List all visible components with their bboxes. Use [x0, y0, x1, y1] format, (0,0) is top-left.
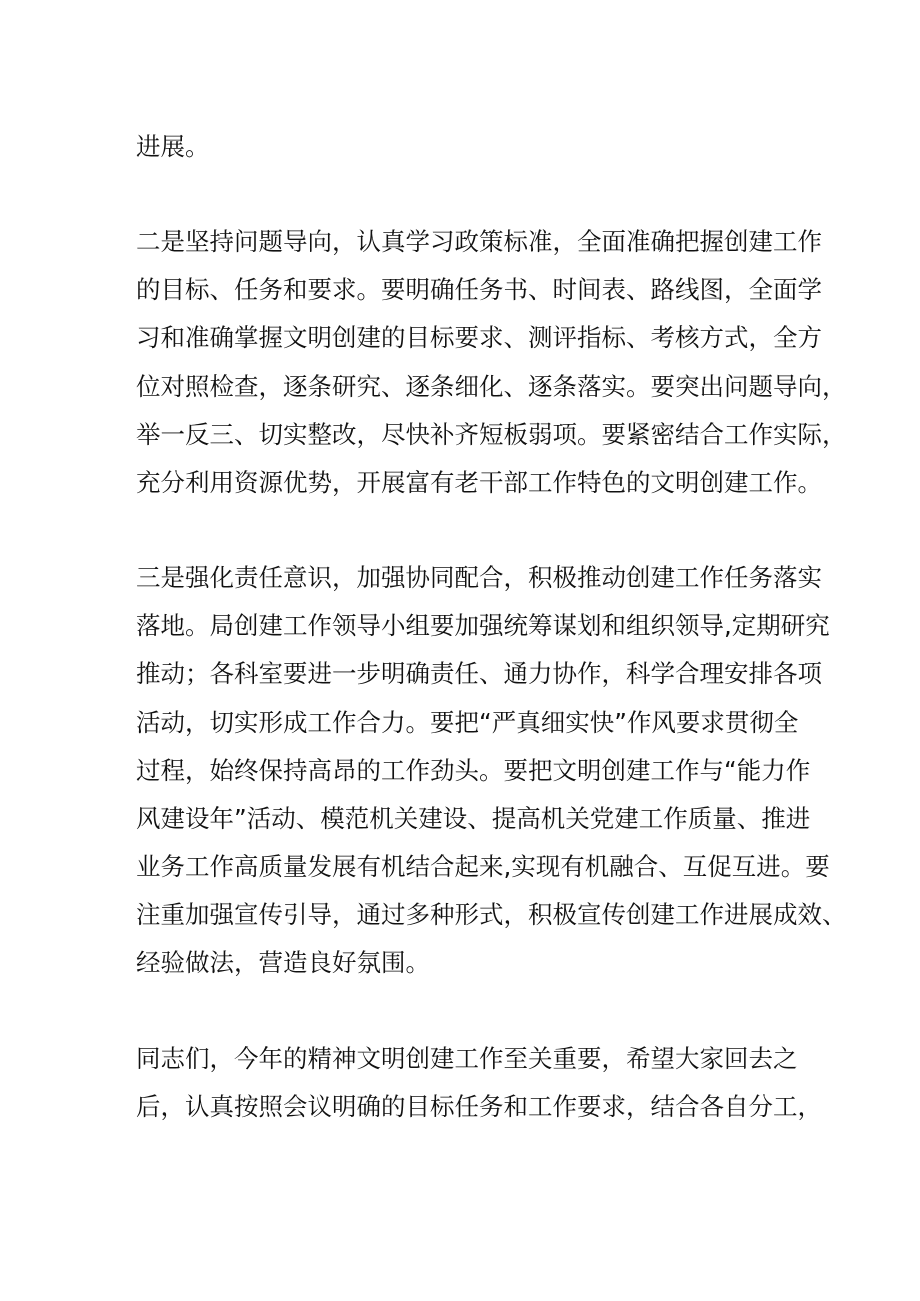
paragraph-3-line-9: 经验做法，营造良好氛围。 [136, 948, 430, 977]
paragraph-3-line-2: 落地。局创建工作领导小组要加强统筹谋划和组织领导,定期研究 [136, 611, 830, 640]
paragraph-4-line-2: 后，认真按照会议明确的目标任务和工作要求，结合各自分工， [136, 1092, 822, 1121]
paragraph-2-line-5: 举一反三、切实整改，尽快补齐短板弱项。要紧密结合工作实际， [136, 420, 847, 449]
paragraph-3-line-3: 推动；各科室要进一步明确责任、通力协作，科学合理安排各项 [136, 659, 822, 688]
paragraph-3-line-4: 活动，切实形成工作合力。要把“严真细实快”作风要求贯彻全 [136, 708, 799, 737]
paragraph-3-line-1: 三是强化责任意识，加强协同配合，积极推动创建工作任务落实 [136, 563, 822, 592]
paragraph-2-line-6: 充分利用资源优势，开展富有老干部工作特色的文明创建工作。 [136, 468, 822, 497]
paragraph-3-line-5: 过程，始终保持高昂的工作劲头。要把文明创建工作与“能力作 [136, 756, 811, 785]
paragraph-3-line-6: 风建设年”活动、模范机关建设、提高机关党建工作质量、推进 [136, 804, 811, 833]
paragraph-2-line-1: 二是坚持问题导向，认真学习政策标准，全面准确把握创建工作 [136, 227, 822, 256]
paragraph-1-line-1: 进展。 [136, 132, 210, 161]
paragraph-4-line-1: 同志们，今年的精神文明创建工作至关重要，希望大家回去之 [136, 1044, 798, 1073]
paragraph-2-line-3: 习和准确掌握文明创建的目标要求、测评指标、考核方式，全方 [136, 323, 822, 352]
paragraph-3-line-8: 注重加强宣传引导，通过多种形式，积极宣传创建工作进展成效、 [136, 900, 847, 929]
paragraph-2-line-4: 位对照检查，逐条研究、逐条细化、逐条落实。要突出问题导向， [136, 372, 847, 401]
paragraph-3-line-7: 业务工作高质量发展有机结合起来,实现有机融合、互促互进。要 [136, 852, 830, 881]
paragraph-2-line-2: 的目标、任务和要求。要明确任务书、时间表、路线图，全面学 [136, 275, 822, 304]
